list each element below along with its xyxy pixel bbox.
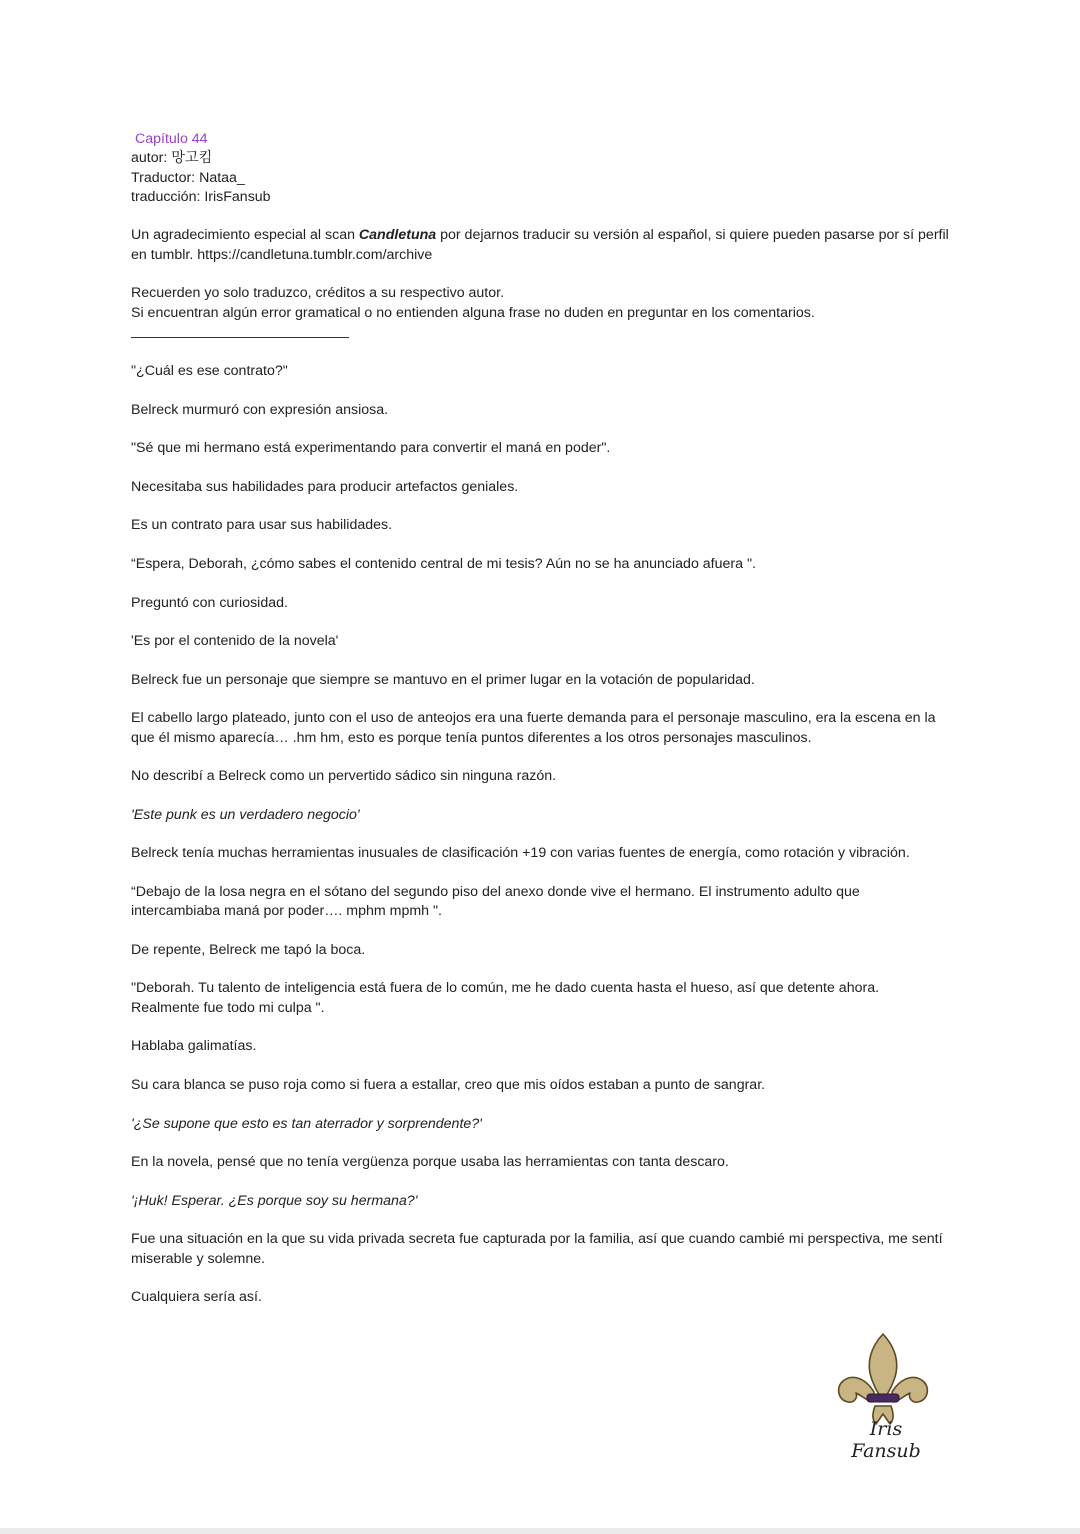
story-paragraph: Es un contrato para usar sus habilidades.	[131, 517, 393, 534]
story-paragraph: '¡Huk! Esperar. ¿Es porque soy su hermana?'	[131, 1192, 418, 1209]
notice-line-2: Si encuentran algún error gramatical o no entienden alguna frase no duden en preguntar en los comentarios.	[131, 304, 815, 321]
story-paragraph: Preguntó con curiosidad.	[131, 594, 288, 611]
story-paragraph: “Debajo de la losa negra en el sótano del segundo piso del anexo donde vive el hermano. El instrumento adulto que intercambiaba maná por poder…. mphm mpmh ".	[131, 883, 860, 920]
thanks-after: por dejarnos traducir su versión al español, si quiere pueden pasarse por sí perfil en tumblr. https://candletuna.tumblr.com/archive	[131, 227, 949, 263]
story-paragraph: “Espera, Deborah, ¿cómo sabes el contenido central de mi tesis? Aún no se ha anunciado afuera ".	[131, 555, 756, 572]
thanks-before: Un agradecimiento especial al scan	[131, 227, 359, 244]
chapter-title: Capítulo 44	[135, 131, 208, 147]
translation-line: traducción: IrisFansub	[131, 188, 271, 205]
story-paragraph: 'Este punk es un verdadero negocio'	[131, 806, 360, 823]
scan-name: Candletuna	[358, 227, 437, 244]
story-paragraph: Belreck murmuró con expresión ansiosa.	[131, 401, 389, 418]
story-paragraph: Belreck fue un personaje que siempre se mantuvo en el primer lugar en la votación de popularidad.	[131, 671, 755, 688]
story-paragraph: "Sé que mi hermano está experimentando para convertir el maná en poder".	[131, 440, 611, 457]
thanks-paragraph	[131, 226, 951, 265]
story-paragraph: De repente, Belreck me tapó la boca.	[131, 941, 366, 958]
story-paragraph: Cualquiera sería así.	[131, 1289, 262, 1306]
notice-line-1: Recuerden yo solo traduzco, créditos a su respectivo autor.	[131, 285, 505, 302]
story-paragraph: Su cara blanca se puso roja como si fuera a estallar, creo que mis oídos estaban a punto de sangrar.	[131, 1076, 766, 1093]
logo-text: Iris Fansub	[851, 1418, 921, 1462]
story-paragraph: Necesitaba sus habilidades para producir artefactos geniales.	[131, 478, 519, 495]
story-paragraph: "¿Cuál es ese contrato?"	[131, 362, 288, 379]
story-paragraph: No describí a Belreck como un pervertido sádico sin ninguna razón.	[131, 768, 557, 785]
story-paragraph: Belreck tenía muchas herramientas inusuales de clasificación +19 con varias fuentes de energía, como rotación y vibración.	[131, 845, 910, 862]
document-body	[131, 130, 951, 1327]
story-paragraph: Fue una situación en la que su vida privada secreta fue capturada por la familia, así que cuando cambié mi perspectiva, me sentí miserable y solemne.	[131, 1231, 943, 1267]
story-paragraph: Hablaba galimatías.	[131, 1038, 257, 1055]
story-paragraph: "Deborah. Tu talento de inteligencia está fuera de lo común, me he dado cuenta hasta el hueso, así que detente ahora. Realmente fue todo mi culpa ".	[131, 980, 880, 1016]
separator-line	[131, 337, 349, 338]
story-paragraph: El cabello largo plateado, junto con el uso de anteojos era una fuerte demanda para el personaje masculino, era la escena en la que él mismo aparecía… .hm hm, esto es porque tenía puntos diferentes a los otros personajes masculinos.	[131, 710, 936, 746]
story-paragraph: '¿Se supone que esto es tan aterrador y sorprendente?'	[131, 1115, 482, 1132]
story-paragraph: En la novela, pensé que no tenía vergüenza porque usaba las herramientas con tanta descaro.	[131, 1154, 729, 1171]
story-text	[131, 362, 951, 1308]
story-paragraph: 'Es por el contenido de la novela'	[131, 633, 339, 650]
author-line: autor: 망고킴	[131, 150, 213, 167]
translator-line: Traductor: Nataa_	[131, 169, 245, 186]
